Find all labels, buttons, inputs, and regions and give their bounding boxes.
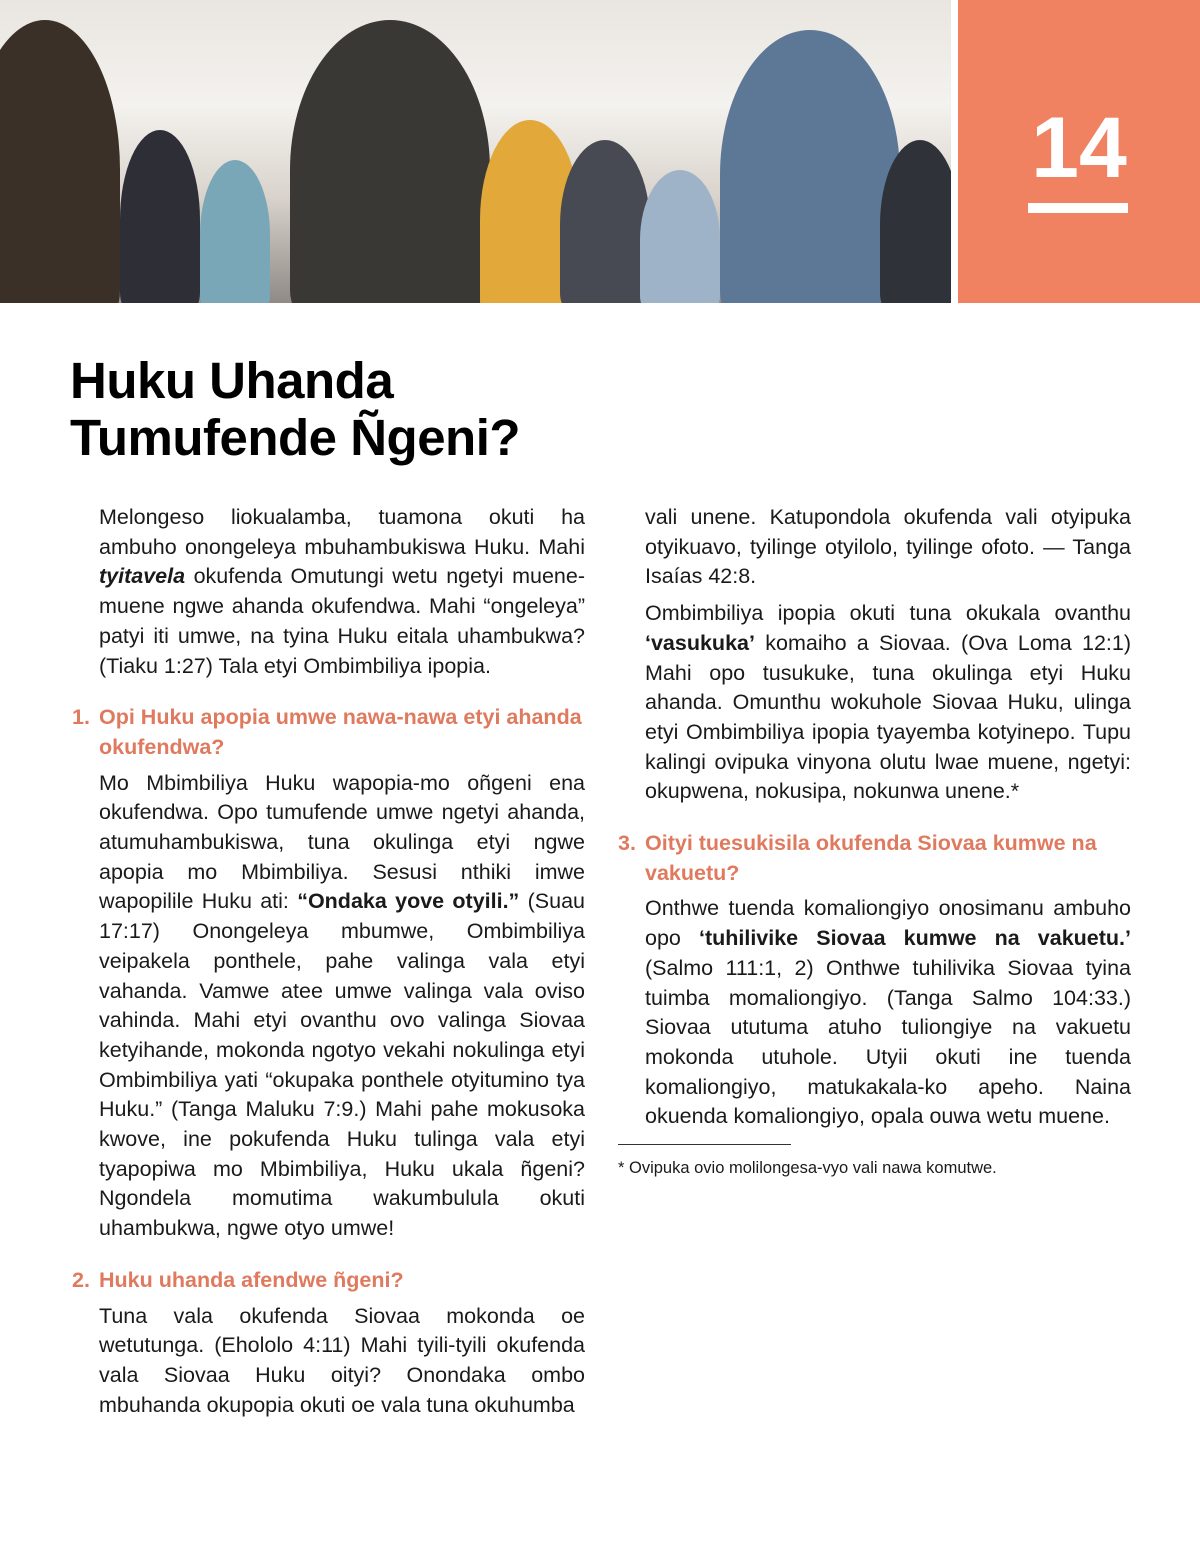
paragraph <box>99 503 585 681</box>
text-segment: Onthwe tuenda komaliongiyo onosimanu ambuho opo <box>645 896 1131 951</box>
text-segment: (Salmo 111:1, 2) Onthwe tuhilivika Siovaa tyina tuimba momaliongiyo. (Tanga Salmo 104:33.) Siovaa ututuma atuho tuliongiye na vakuetu mokonda utuhole. Utyii okuti ine tuenda komaliongiyo, matukakala-ko apeho. Naina okuenda komaliongiyo, opala ouwa wetu muene. <box>645 955 1131 1129</box>
paragraph <box>645 503 1131 592</box>
chapter-number: 14 <box>1031 100 1127 196</box>
footnote-divider <box>618 1144 791 1145</box>
question-heading <box>618 829 1131 888</box>
right-column <box>618 503 1131 1179</box>
emphasis-text: “Ondaka yove otyili.” <box>297 889 520 914</box>
text-segment: Tuna vala okufenda Siovaa mokonda oe wetutunga. (Ehololo 4:11) Mahi tyili-tyili okufenda vala Siovaa Huku oityi? Onondaka ombo mbuhanda okupopia okuti oe vala tuna okuhumba <box>99 1303 585 1417</box>
paragraph <box>645 894 1131 1132</box>
question-heading <box>72 1266 585 1296</box>
question-number: 3. <box>618 831 636 856</box>
emphasis-text: tyitavela <box>99 564 186 589</box>
left-column <box>72 503 585 1427</box>
emphasis-text: ‘vasukuka’ <box>645 630 755 655</box>
emphasis-text: ‘tuhilivike Siovaa kumwe na vakuetu.’ <box>698 926 1131 951</box>
title-line: Tumufende Ñgeni? <box>70 409 521 466</box>
question-text: Oityi tuesukisila okufenda Siovaa kumwe na vakuetu? <box>645 831 1097 885</box>
text-segment: Melongeso liokualamba, tuamona okuti ha ambuho onongeleya mbuhambukiswa Huku. Mahi <box>99 505 585 559</box>
paragraph <box>645 599 1131 807</box>
text-segment: (Suau 17:17) Onongeleya mbumwe, Ombimbiliya veipakela ponthele, pahe valinga vala etyi vahanda. Vamwe atee umwe valinga vala oviso vahinda. Mahi etyi ovanthu ovo valinga Siovaa ketyihande, mokonda ngotyo vekahi nokulinga etyi Ombimbiliya yati “okupaka ponthele otyitumino tya Huku.” (Tanga Maluku 7:9.) Mahi pahe mokusoka kwove, ine pokufenda Huku tulinga vala etyi tyapopiwa mo Mbimbiliya, Huku ukala ñgeni? Ngondela momutima wakumbulula okuti uhambukwa, ngwe otyo umwe! <box>99 889 585 1241</box>
chapter-badge <box>958 0 1200 303</box>
text-segment: Mo Mbimbiliya Huku wapopia-mo oñgeni ena okufendwa. Opo tumufende umwe ngetyi ahanda, atumuhambukiswa, tuna okulinga etyi ngwe apopia mo Mbimbiliya. Sesusi nthiki imwe wapopilile Huku ati: <box>99 770 585 914</box>
paragraph <box>99 1302 585 1421</box>
hero-photo-congregation-singing <box>0 0 951 303</box>
text-segment: okufenda Omutungi wetu ngetyi muene-muene ngwe ahanda okufendwa. Mahi “ongeleya” patyi iti umwe, na tyina Huku eitala uhambukwa? (Tiaku 1:27) Tala etyi Ombimbiliya ipopia. <box>99 564 585 678</box>
chapter-underline <box>1028 203 1128 213</box>
question-text: Opi Huku apopia umwe nawa-nawa etyi ahanda okufendwa? <box>99 705 582 759</box>
page-title <box>70 352 520 466</box>
title-line: Huku Uhanda <box>70 352 394 409</box>
text-segment: komaiho a Siovaa. (Ova Loma 12:1) Mahi opo tusukuke, tuna okulinga etyi Huku ahanda. Omunthu wokuhole Siovaa Huku, ulinga etyi Ombimbiliya ipopia tyayemba kotyinepo. Tupu kalingi ovipuka vinyona olutu lwae muene, ngetyi: okupwena, nokusipa, nokunwa unene.* <box>645 630 1131 804</box>
text-segment: vali unene. Katupondola okufenda vali otyipuka otyikuavo, tyilinge otyilolo, tyilinge ofoto. — Tanga Isaías 42:8. <box>645 505 1131 589</box>
footnote: * Ovipuka ovio molilongesa-vyo vali nawa komutwe. <box>618 1159 997 1178</box>
question-number: 1. <box>72 705 90 730</box>
question-heading <box>72 703 585 762</box>
question-number: 2. <box>72 1267 90 1292</box>
paragraph <box>99 769 585 1244</box>
question-text: Huku uhanda afendwe ñgeni? <box>99 1267 404 1292</box>
text-segment: Ombimbiliya ipopia okuti tuna okukala ovanthu <box>645 601 1131 626</box>
